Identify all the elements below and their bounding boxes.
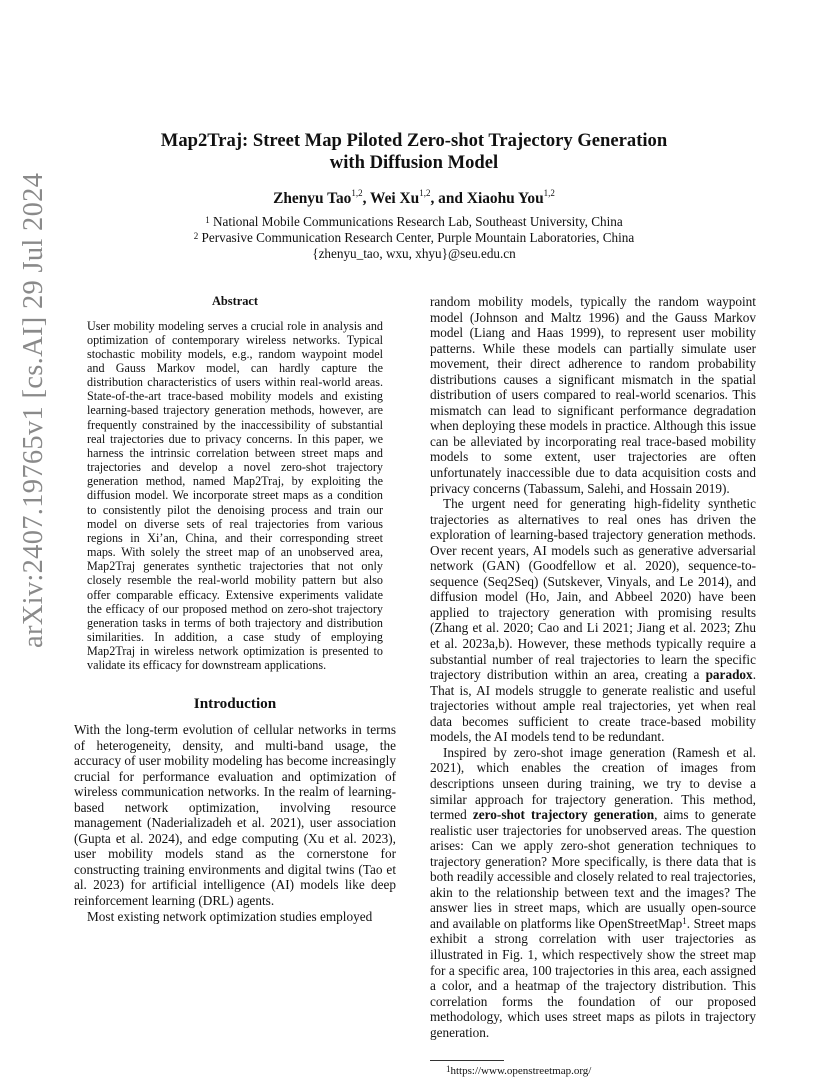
introduction-paragraph-3: The urgent need for generating high-fidelity synthetic trajectories as alternatives to real ones has driven the exploration of learning-based trajectory generation methods. Over recent years, AI models such as generative adversarial network (GAN) (Goodfellow et al. 2020), sequence-to-sequence (Seq2Seq) (Sutskever, Vinyals, and Le 2014), and diffusion model (Ho, Jain, and Abbeel 2020) have been applied to trajectory generation with promising results (Zhang et al. 2020; Cao and Li 2021; Jiang et al. 2023; Zhu et al. 2023a,b). However, these methods typically require a substantial number of real trajectories to learn the specific trajectory distribution within an area, creating a paradox. That is, AI models struggle to generate realistic and useful trajectories without ample real trajectories, yet when real data becomes sufficient to create trace-based mobility models, the AI models tend to be redundant. (430, 496, 756, 745)
right-column (430, 294, 756, 1078)
abstract-heading: Abstract (211, 294, 259, 308)
paper-title (0, 130, 828, 174)
introduction-paragraph-4: Inspired by zero-shot image generation (Ramesh et al. 2021), which enables the creation of images from descriptions unseen during training, we try to devise a similar approach for trajectory generation. This method, termed zero-shot trajectory generation, aims to generate realistic user trajectories for unobserved areas. The question arises: Can we apply zero-shot generation techniques to trajectory generation? More specifically, is there data that is both readily accessible and closely related to real trajectories, akin to the relationship between text and the images? The answer lies in street maps, which are usually open-source and available on platforms like OpenStreetMap$^1$. Street maps exhibit a strong correlation with user trajectories as illustrated in Fig. 1, which respectively show the street map for a specific area, 100 trajectories in this area, each assigned a color, and a heatmap of the trajectory distribution. This correlation forms the foundation of our proposed methodology, which uses street maps as pilots in trajectory generation. (430, 744, 757, 1040)
author-affiliation-marker: 1,2 (419, 188, 431, 198)
arxiv-identifier: arXiv:2407.19765v1 [cs.AI] 29 Jul 2024 (18, 172, 49, 648)
introduction-paragraph-2: Most existing network optimization studies employed (87, 908, 373, 924)
affiliation: $^1$ National Mobile Communications Research Lab, Southeast University, China (205, 214, 623, 229)
paper-header (0, 130, 828, 262)
introduction-heading: Introduction (193, 695, 277, 713)
emphasis-zero-shot: zero-shot trajectory generation (472, 807, 655, 823)
email-list: {zhenyu_tao, wxu, xhyu}@seu.edu.cn (312, 246, 516, 261)
footnote-marker: 1 (682, 915, 687, 926)
footnote-rule (430, 1060, 504, 1061)
affiliation-list (0, 214, 828, 262)
title-line-2: with Diffusion Model (329, 152, 499, 173)
introduction-paragraph-2-continued: random mobility models, typically the random waypoint model (Johnson and Maltz 1996) and the Gauss Markov model (Liang and Haas 1999), to represent user mobility patterns. While these models can partially simulate user movement, their direct adherence to random probability distributions causes a significant mismatch in the spatial distribution of users compared to real-world scenarios. This mismatch can lead to significant performance degradation when deploying these models in practice. Although this issue can be alleviated by incorporating real trace-based mobility models to some extent, user trajectories are often unfortunately inaccessible due to data acquisition costs and privacy concerns (Tabassum, Salehi, and Hossain 2019). (430, 294, 756, 496)
introduction-paragraph-1: With the long-term evolution of cellular networks in terms of heterogeneity, density, and multi-band usage, the accuracy of user mobility modeling has become increasingly crucial for performance evaluation and optimization of wireless communication networks. In the realm of learning-based network optimization, involving resource management (Naderializadeh et al. 2021), user association (Gupta et al. 2024), and edge computing (Xu et al. 2023), user mobility models stand as the cornerstone for constructing training environments and digital twins (Tao et al. 2023) for artificial intelligence (AI) models like deep reinforcement learning (DRL) agents. (74, 722, 396, 909)
emphasis-paradox: paradox (705, 667, 753, 683)
author-separator: , and (430, 190, 467, 207)
footnote: $^1$https://www.openstreetmap.org/ (446, 1064, 592, 1078)
author-affiliation-marker: 1,2 (543, 188, 555, 198)
left-column (74, 294, 396, 924)
author-name: Zhenyu Tao (273, 190, 352, 207)
affiliation: $^2$ Pervasive Communication Research Center, Purple Mountain Laboratories, China (193, 230, 635, 245)
author-affiliation-marker: 1,2 (351, 188, 363, 198)
author-name: Wei Xu (370, 190, 420, 207)
footnote-url[interactable]: https://www.openstreetmap.org/ (450, 1065, 592, 1078)
author-list (0, 190, 828, 208)
abstract-body: User mobility modeling serves a crucial role in analysis and optimization of contemporary wireless networks. Typical stochastic mobility models, e.g., random waypoint model and Gauss Markov model, can hardly capture the distribution characteristics of users within real-world areas. State-of-the-art trace-based mobility models and existing learning-based trajectory generation methods, however, are frequently constrained by the inaccessibility of substantial real trajectories due to privacy concerns. In this paper, we harness the intrinsic correlation between street maps and trajectories and develop a novel zero-shot trajectory generation method, named Map2Traj, by exploiting the diffusion model. We incorporate street maps as a condition to consistently pilot the denoising process and train our model on diverse sets of real trajectories from various regions in Xi’an, China, and their corresponding street maps. With solely the street map of an unobserved area, Map2Traj generates synthetic trajectories that not only closely resemble the real-world mobility pattern but also offer comparable efficacy. Extensive experiments validate the efficacy of our proposed method on zero-shot trajectory generation tasks in terms of both trajectory and distribution similarities. In addition, a case study of employing Map2Traj in wireless network optimization is presented to validate its efficacy for downstream applications. (87, 318, 383, 673)
author-name: Xiaohu You (466, 190, 544, 207)
author-separator: , (362, 190, 371, 207)
title-line-1: Map2Traj: Street Map Piloted Zero-shot Trajectory Generation (160, 130, 668, 151)
